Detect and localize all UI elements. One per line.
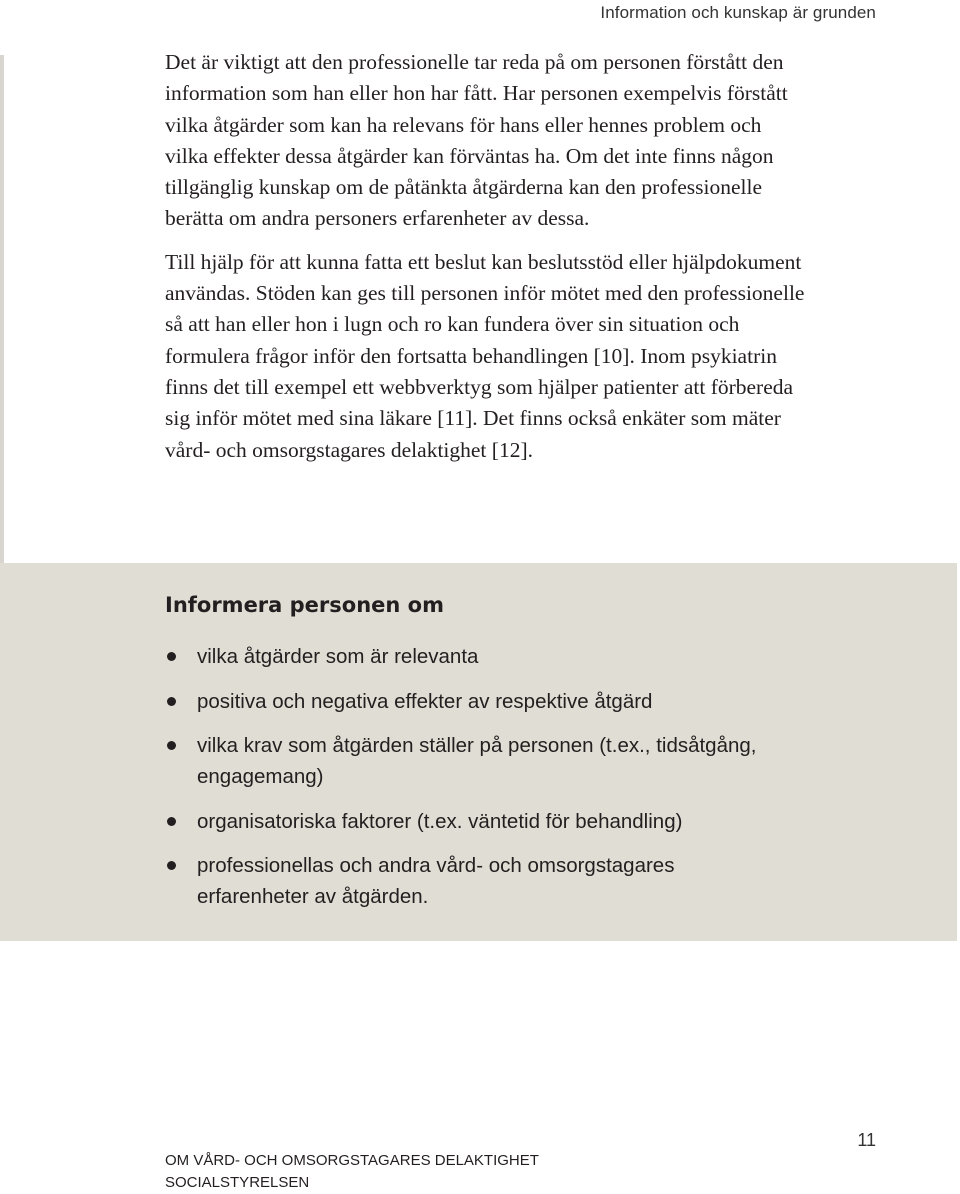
- fact-box-title: Informera personen om: [165, 593, 444, 617]
- fact-box: [0, 563, 957, 941]
- paragraph: Det är viktigt att den professionelle tar reda på om personen förstått den information som han eller hon har fått. Har personen exempelvis förstått vilka åtgärder som kan ha relevans för hans eller hennes problem och vilka effekter dessa åtgärder kan förväntas ha. Om det inte finns någon tillgänglig kunskap om de påtänkta åtgärderna kan den professionelle berätta om andra personers erfarenheter av dessa.: [165, 50, 788, 231]
- body-text: [165, 47, 805, 466]
- list-item: [165, 806, 785, 837]
- running-header: Information och kunskap är grunden: [600, 3, 876, 22]
- list-item: [165, 850, 785, 912]
- list-item-text: positiva och negativa effekter av respektive åtgärd: [197, 689, 653, 713]
- bullet-icon: [167, 817, 176, 826]
- bullet-icon: [167, 652, 176, 661]
- list-item-text: professionellas och andra vård- och omsorgstagares erfarenheter av åtgärden.: [197, 854, 675, 908]
- list-item: [165, 686, 785, 717]
- publisher-name: SOCIALSTYRELSEN: [165, 1174, 310, 1191]
- fact-box-list: [165, 641, 785, 926]
- list-item: [165, 730, 785, 792]
- list-item: [165, 641, 785, 672]
- bullet-icon: [167, 861, 176, 870]
- page-footer: [165, 1150, 539, 1194]
- bullet-icon: [167, 741, 176, 750]
- list-item-text: organisatoriska faktorer (t.ex. väntetid för behandling): [197, 809, 683, 833]
- margin-rule: [0, 55, 4, 563]
- page-number: 11: [857, 1130, 876, 1150]
- bullet-icon: [167, 697, 176, 706]
- publication-title: OM VÅRD- OCH OMSORGSTAGARES DELAKTIGHET: [165, 1152, 539, 1169]
- list-item-text: vilka krav som åtgärden ställer på personen (t.ex., tidsåtgång, engagemang): [197, 734, 757, 788]
- paragraph: Till hjälp för att kunna fatta ett beslut kan beslutsstöd eller hjälpdokument användas. Stöden kan ges till personen inför mötet med den professionelle så att han eller hon i lugn och ro kan fundera över sin situation och formulera frågor inför den fortsatta behandlingen [10]. Inom psykiatrin finns det till exempel ett webbverktyg som hjälper patienter att förbereda sig inför mötet med sina läkare [11]. Det finns också enkäter som mäter vård- och omsorgstagares delaktighet [12].: [165, 249, 805, 462]
- list-item-text: vilka åtgärder som är relevanta: [197, 645, 479, 668]
